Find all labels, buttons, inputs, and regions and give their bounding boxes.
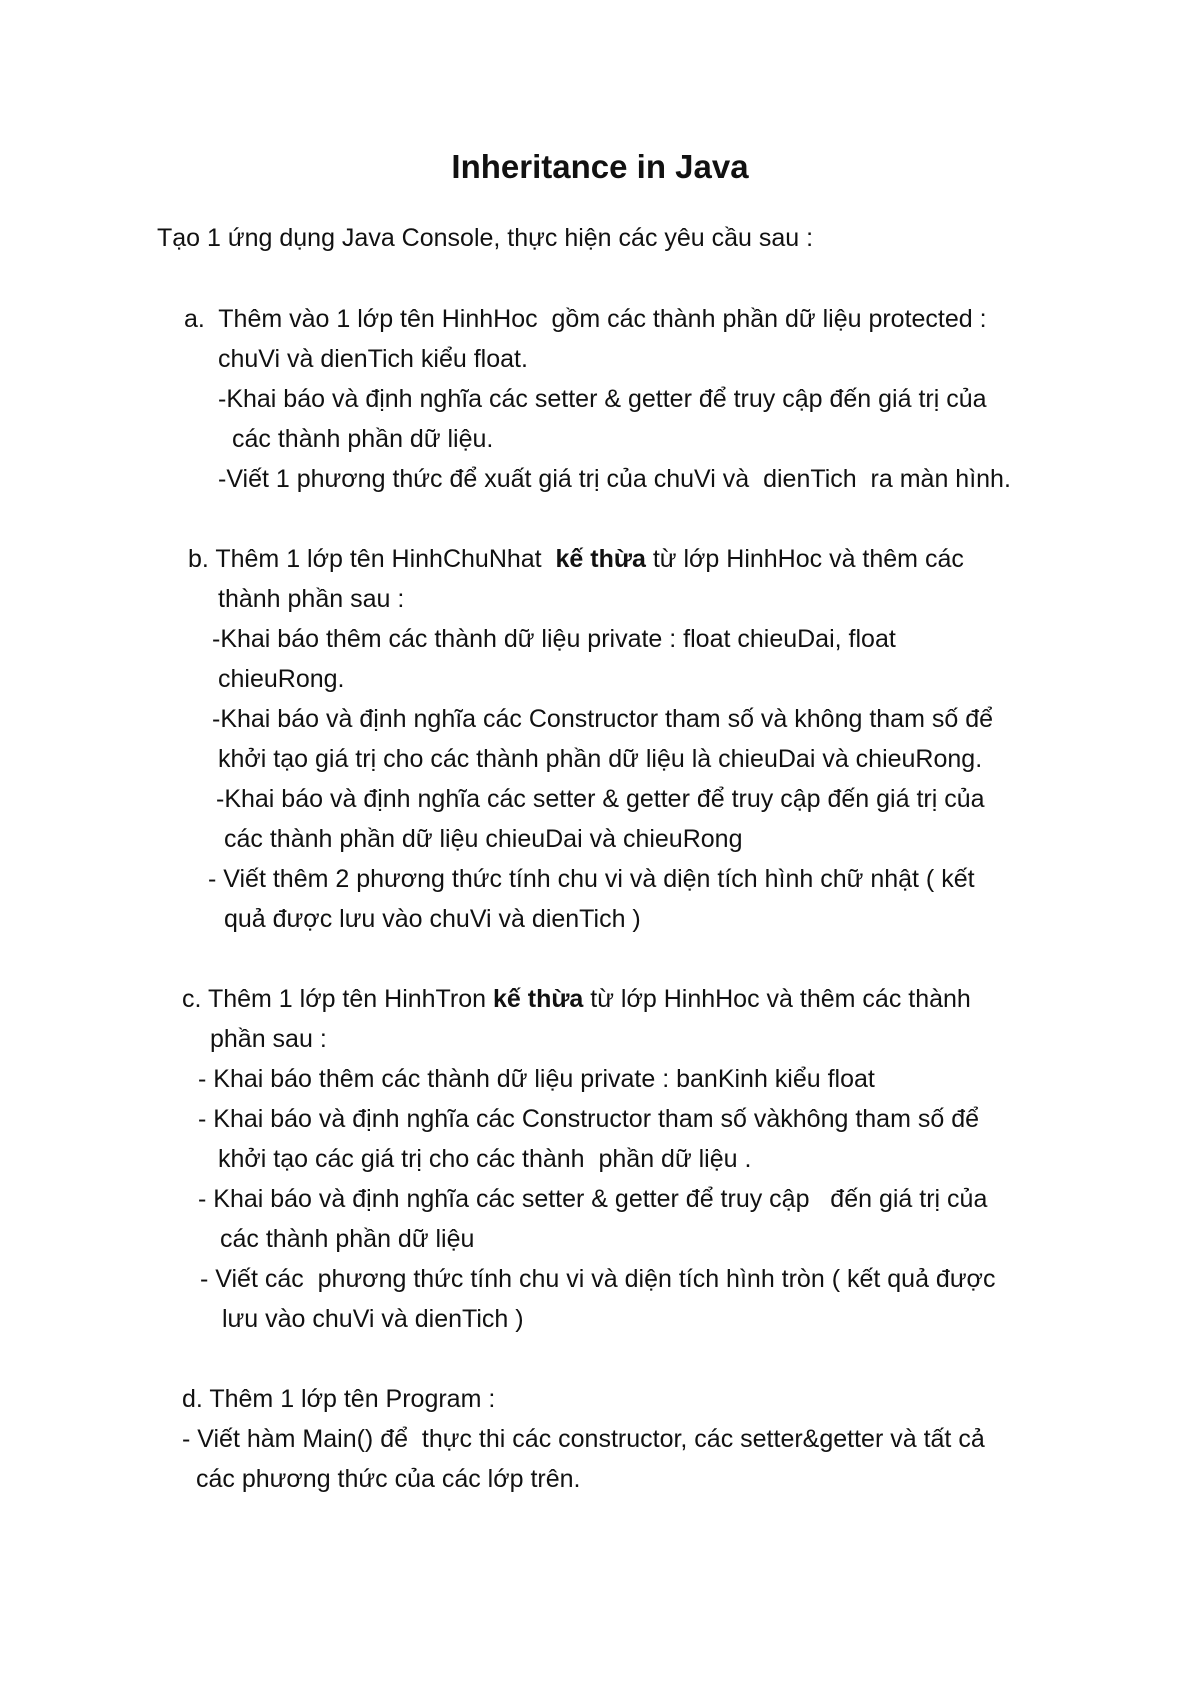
section-a-line: chuVi và dienTich kiểu float. xyxy=(218,345,528,373)
section-b-line: -Khai báo và định nghĩa các setter & getter để truy cập đến giá trị của xyxy=(216,785,985,813)
section-d-line: d. Thêm 1 lớp tên Program : xyxy=(182,1385,496,1413)
emphasis-text: kế thừa xyxy=(555,545,646,573)
section-d-line: các phương thức của các lớp trên. xyxy=(196,1465,581,1493)
section-a-line: các thành phần dữ liệu. xyxy=(232,425,494,453)
section-c-line: - Viết các phương thức tính chu vi và diện tích hình tròn ( kết quả được xyxy=(200,1265,996,1293)
section-a-line: -Khai báo và định nghĩa các setter & getter để truy cập đến giá trị của xyxy=(218,385,987,413)
section-b-text: b. Thêm 1 lớp tên HinhChuNhat xyxy=(188,545,556,573)
section-b-line: khởi tạo giá trị cho các thành phần dữ liệu là chieuDai và chieuRong. xyxy=(218,745,983,773)
document-title: Inheritance in Java xyxy=(451,148,749,185)
emphasis-text: kế thừa xyxy=(492,985,584,1013)
section-c-line: - Khai báo và định nghĩa các setter & getter để truy cập đến giá trị của xyxy=(198,1185,988,1213)
section-c-line: phần sau : xyxy=(210,1025,327,1053)
section-b-line: - Viết thêm 2 phương thức tính chu vi và diện tích hình chữ nhật ( kết xyxy=(208,865,975,893)
section-b-text: từ lớp HinhHoc và thêm các xyxy=(645,545,964,573)
section-b-line: -Khai báo và định nghĩa các Constructor tham số và không tham số để xyxy=(212,705,994,733)
section-c-line: - Khai báo thêm các thành dữ liệu private : banKinh kiểu float xyxy=(198,1065,875,1093)
section-c-line: lưu vào chuVi và dienTich ) xyxy=(222,1305,524,1333)
intro-text: Tạo 1 ứng dụng Java Console, thực hiện các yêu cầu sau : xyxy=(157,224,814,252)
section-c-line: các thành phần dữ liệu xyxy=(220,1225,475,1253)
section-b-line: các thành phần dữ liệu chieuDai và chieuRong xyxy=(224,825,743,853)
section-d-line: - Viết hàm Main() để thực thi các constructor, các setter&getter và tất cả xyxy=(182,1425,985,1453)
section-b-line xyxy=(188,543,964,575)
section-a-line: -Viết 1 phương thức để xuất giá trị của chuVi và dienTich ra màn hình. xyxy=(218,465,1011,493)
section-c-line xyxy=(182,983,971,1015)
section-c-text: c. Thêm 1 lớp tên HinhTron xyxy=(182,985,493,1013)
section-a-line: a. Thêm vào 1 lớp tên HinhHoc gồm các thành phần dữ liệu protected : xyxy=(184,305,987,333)
section-b-line: chieuRong. xyxy=(218,665,345,693)
section-c-line: khởi tạo các giá trị cho các thành phần dữ liệu . xyxy=(218,1145,752,1173)
section-b-line: quả được lưu vào chuVi và dienTich ) xyxy=(224,905,641,933)
section-b-line: thành phần sau : xyxy=(218,585,405,613)
section-c-line: - Khai báo và định nghĩa các Constructor tham số vàkhông tham số để xyxy=(198,1105,980,1133)
section-c-text: từ lớp HinhHoc và thêm các thành xyxy=(583,985,971,1013)
section-b-line: -Khai báo thêm các thành dữ liệu private : float chieuDai, float xyxy=(212,625,896,653)
